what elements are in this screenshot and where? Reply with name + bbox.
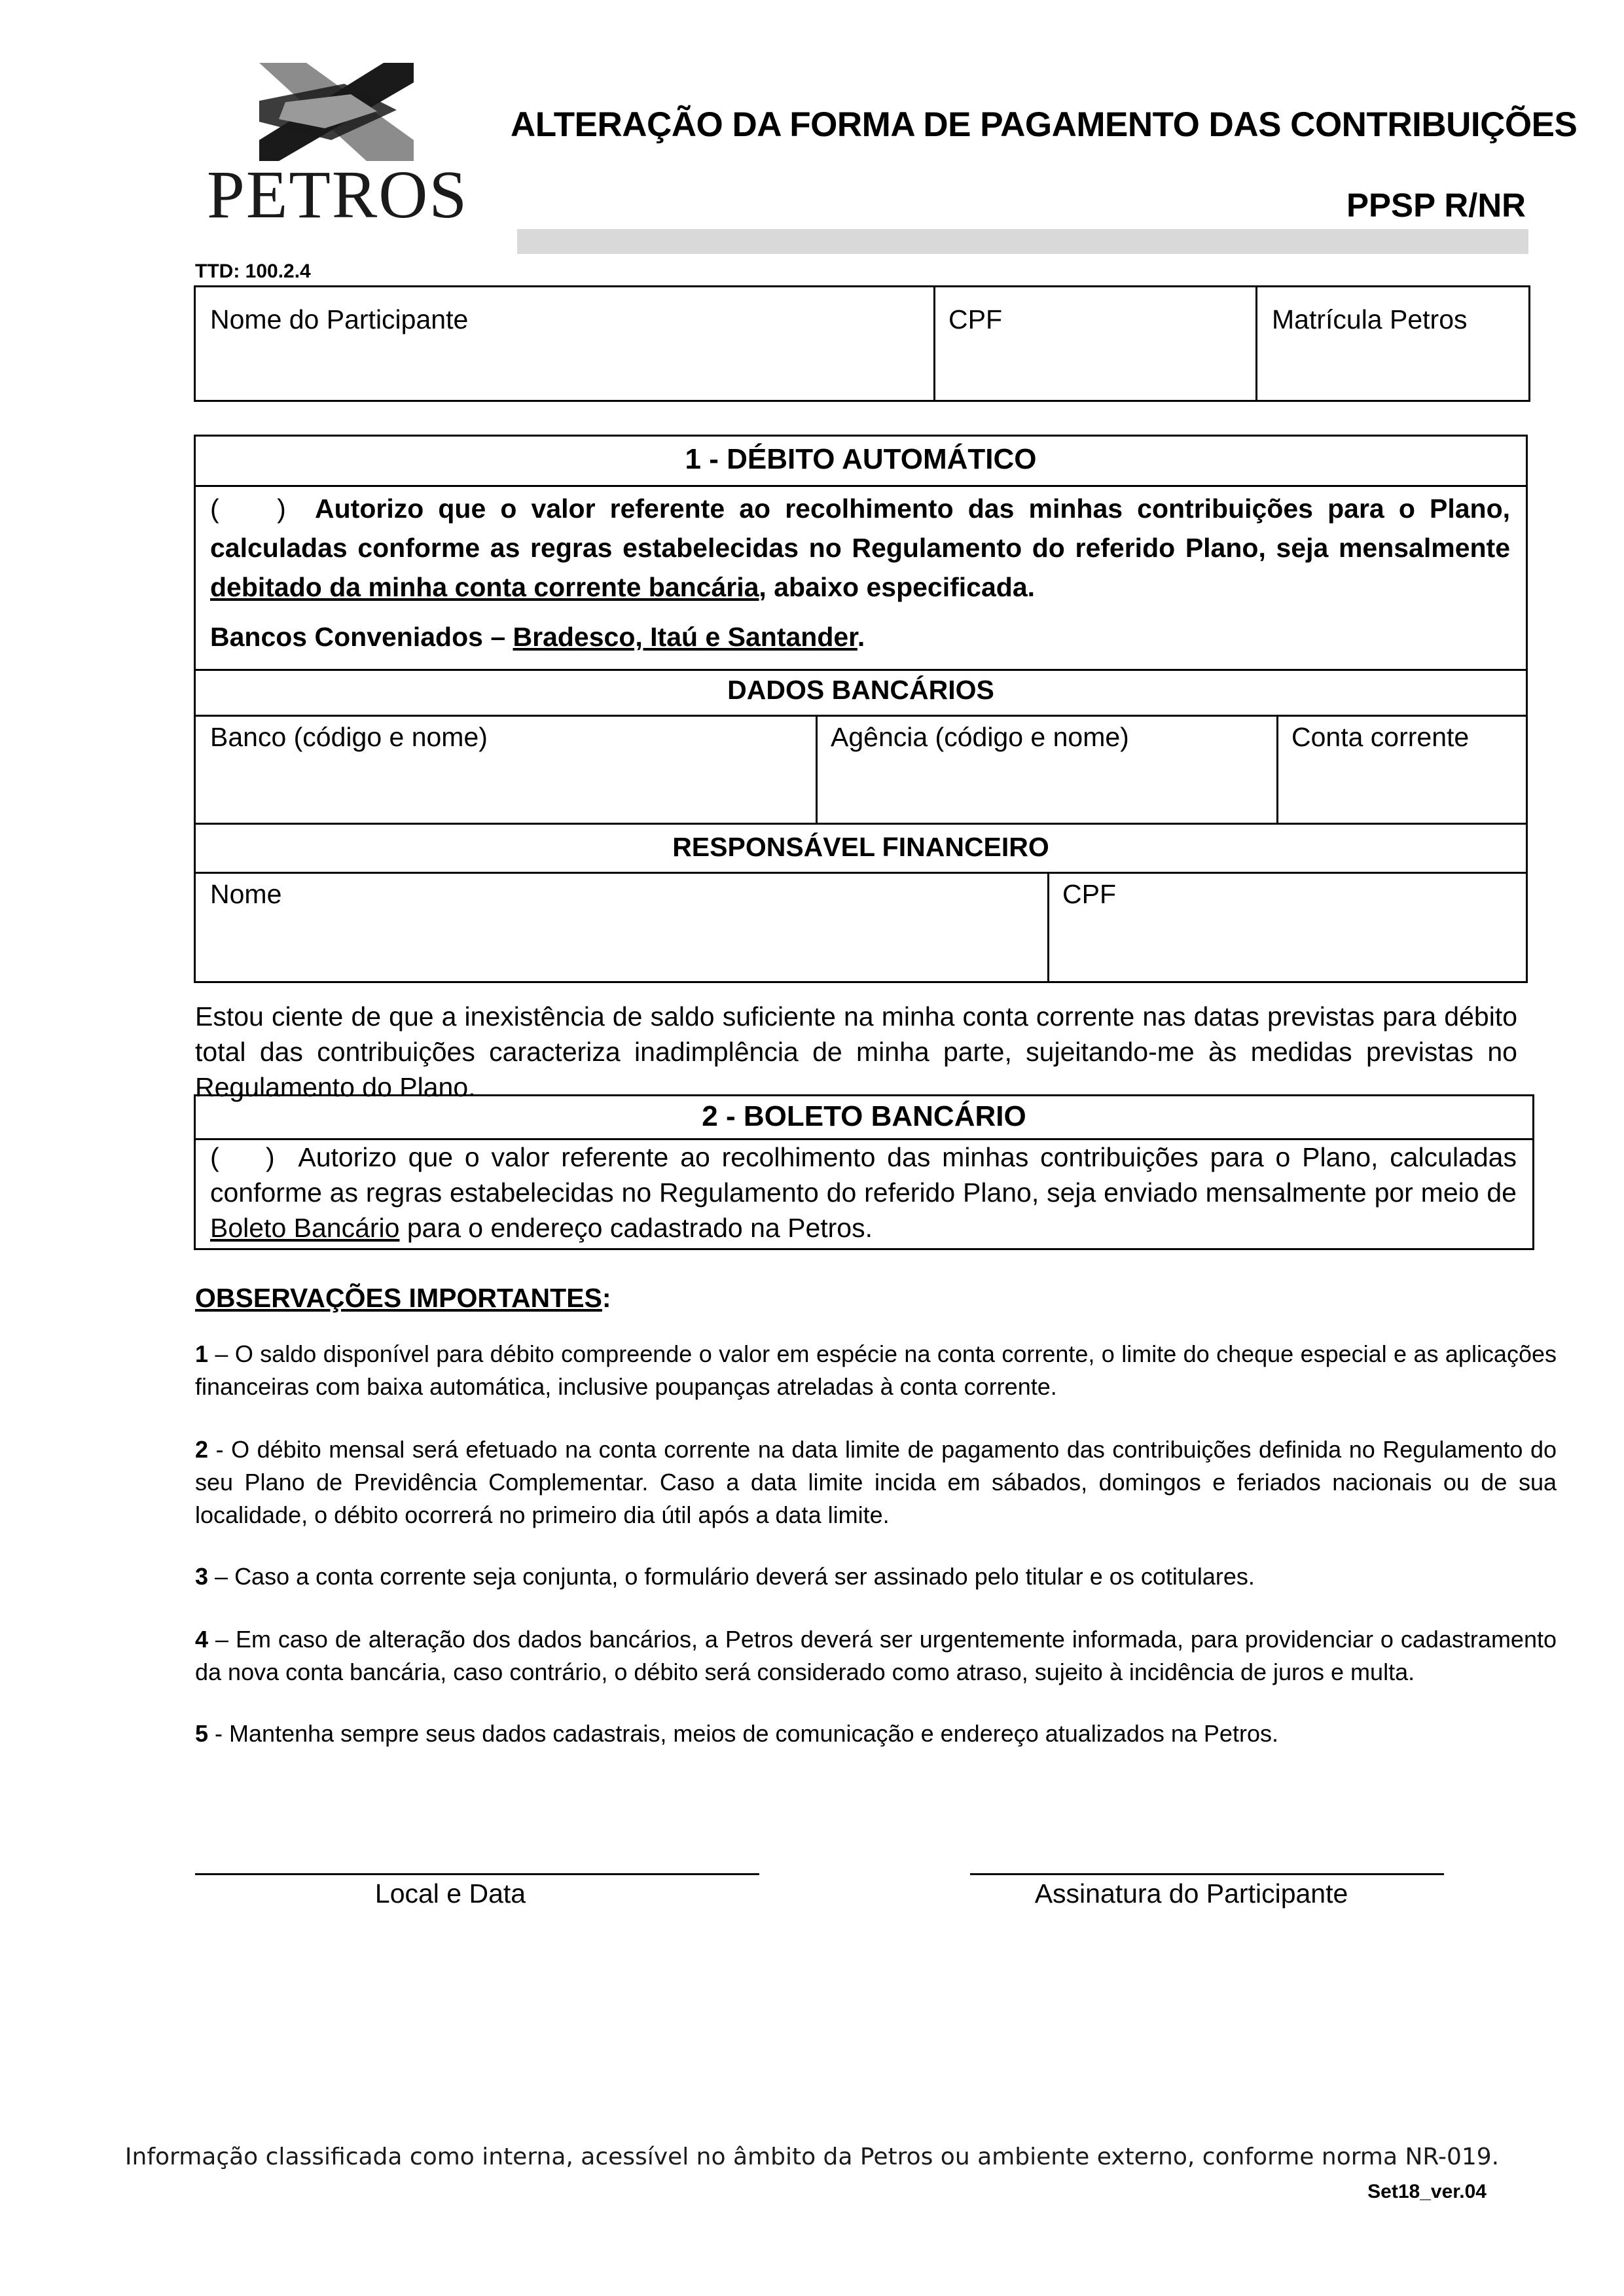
place-date-line[interactable]	[195, 1873, 759, 1875]
insufficient-balance-notice: Estou ciente de que a inexistência de saldo suficiente na minha conta corrente nas datas previstas para débito total das contribuições caracteriza inadimplência de minha parte, sujeitando-me às medidas previstas no Regulamento do Plano.	[195, 1001, 1517, 1102]
section-automatic-debit	[194, 435, 1528, 983]
section2-title: 2 - BOLETO BANCÁRIO	[702, 1100, 1026, 1132]
signature-label: Assinatura do Participante	[1034, 1878, 1348, 1909]
section1-checkbox[interactable]: ( )	[210, 493, 286, 524]
observation-item: 4 – Em caso de alteração dos dados bancários, a Petros deverá ser urgentemente informada, para providenciar o cadastramento da nova conta bancária, caso contrário, o débito será considerado como atraso, sujeito à incidência de juros e multa.	[195, 1626, 1557, 1685]
observation-item: 2 - O débito mensal será efetuado na conta corrente na data limite de pagamento das contribuições definida no Regulamento do seu Plano de Previdência Complementar. Caso a data limite incida em sábados, domingos e feriados nacionais ou de sua localidade, o débito ocorrerá no primeiro dia útil após a data limite.	[195, 1436, 1557, 1528]
section2-authorization-text: ( ) Autorizo que o valor referente ao recolhimento das minhas contribuições para o Plano, calculadas conforme as regras estabelecidas no Regulamento do referido Plano, seja enviado mensalmente por meio de Boleto Bancário para o endereço cadastrado na Petros.	[210, 1142, 1517, 1243]
petros-logo	[207, 63, 469, 232]
header-bar	[517, 229, 1528, 254]
account-field[interactable]: Conta corrente	[1291, 722, 1470, 752]
agency-field[interactable]: Agência (código e nome)	[831, 722, 1129, 752]
section1-banks: Bancos Conveniados – Bradesco, Itaú e Santander.	[210, 622, 865, 652]
form-title: ALTERAÇÃO DA FORMA DE PAGAMENTO DAS CONTRIBUIÇÕES	[511, 105, 1578, 144]
observation-item: 3 – Caso a conta corrente seja conjunta, o formulário deverá ser assinado pelo titular e os cotitulares.	[195, 1563, 1255, 1590]
responsible-cpf-field[interactable]: CPF	[1062, 879, 1116, 909]
version-label: Set18_ver.04	[1367, 2181, 1487, 2202]
participant-box	[194, 285, 1530, 402]
observation-item: 1 – O saldo disponível para débito compreende o valor em espécie na conta corrente, o limite do cheque especial e as aplicações financeiras com baixa automática, inclusive poupanças atreladas à conta corrente.	[195, 1340, 1557, 1400]
section1-authorization-text: ( ) Autorizo que o valor referente ao recolhimento das minhas contribuições para o Plano, calculadas conforme as regras estabelecidas no Regulamento do referido Plano, seja mensalmente debitado da minha conta corrente bancária, abaixo especificada.	[210, 493, 1510, 602]
observations-title: OBSERVAÇÕES IMPORTANTES:	[195, 1283, 611, 1313]
petros-logo-mark	[207, 63, 460, 161]
place-date-label: Local e Data	[374, 1878, 526, 1909]
responsible-name-field[interactable]: Nome	[210, 879, 282, 909]
logo-wordmark: PETROS	[207, 157, 469, 232]
section2-checkbox[interactable]: ( )	[210, 1142, 275, 1172]
section1-title: 1 - DÉBITO AUTOMÁTICO	[685, 443, 1037, 475]
classification-footer: Informação classificada como interna, acessível no âmbito da Petros ou ambiente externo, conforme norma NR-019.	[124, 2144, 1500, 2170]
bank-field[interactable]: Banco (código e nome)	[210, 722, 488, 752]
participant-name-field[interactable]: Nome do Participante	[210, 304, 469, 334]
observation-item: 5 - Mantenha sempre seus dados cadastrais, meios de comunicação e endereço atualizados na Petros.	[195, 1720, 1278, 1747]
participant-cpf-field[interactable]: CPF	[948, 304, 1002, 334]
bank-data-title: DADOS BANCÁRIOS	[727, 675, 994, 705]
participant-registration-field[interactable]: Matrícula Petros	[1272, 304, 1468, 334]
plan-name: PPSP R/NR	[1346, 187, 1526, 224]
responsible-title: RESPONSÁVEL FINANCEIRO	[672, 832, 1049, 862]
ttd-code: TTD: 100.2.4	[195, 260, 311, 282]
signature-line[interactable]	[970, 1873, 1444, 1875]
section-bank-slip	[194, 1094, 1534, 1250]
